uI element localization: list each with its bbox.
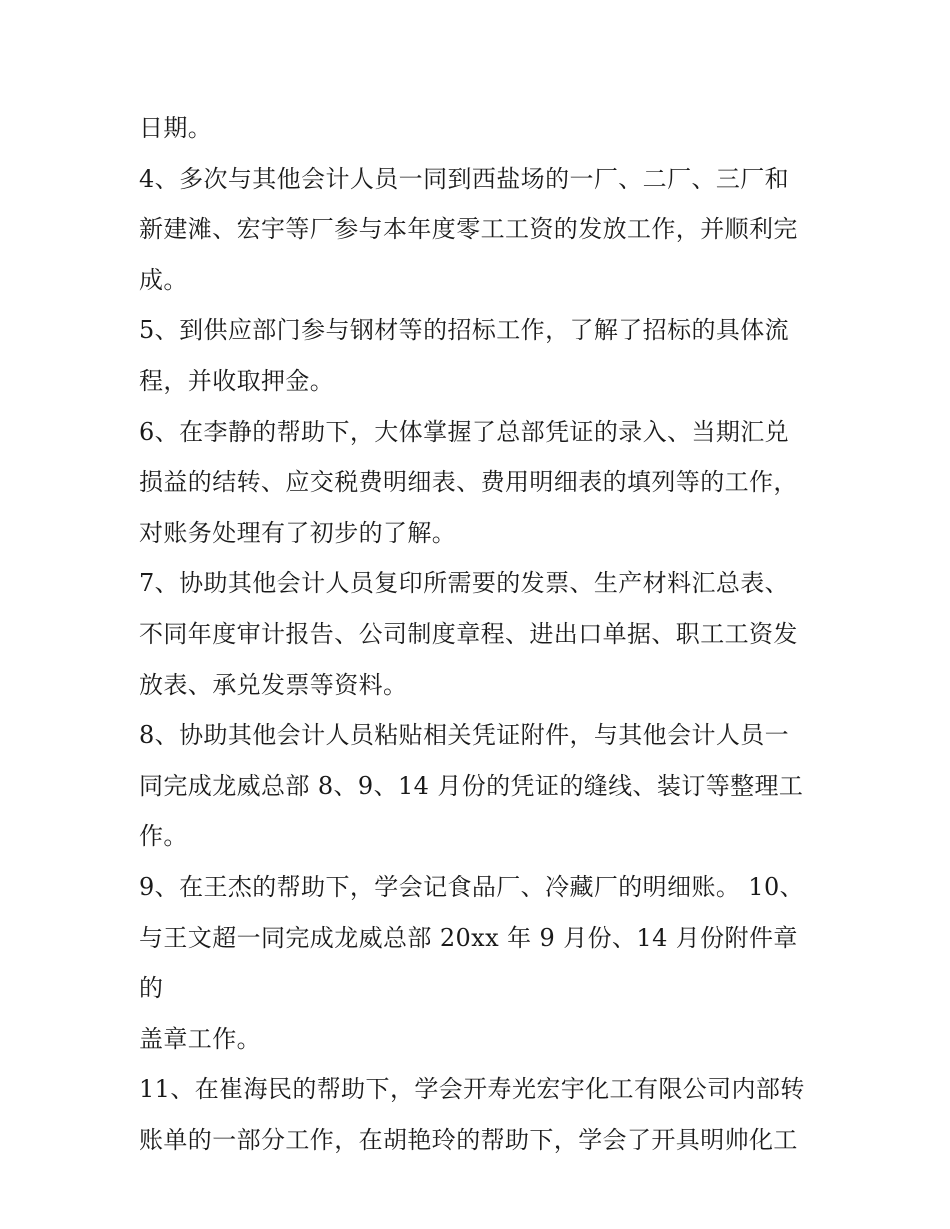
paragraph-item-5: 5、到供应部门参与钢材等的招标工作，了解了招标的具体流 程，并收取押金。	[139, 316, 790, 395]
paragraph-item-7: 7、协助其他会计人员复印所需要的发票、生产材料汇总表、 不同年度审计报告、公司制度章程、进出口单据、职工工资发 放表、承兑发票等资料。	[139, 569, 798, 699]
paragraph-item-4: 4、多次与其他会计人员一同到西盐场的一厂、二厂、三厂和 新建滩、宏宇等厂参与本年度零工工资的发放工作，并顺利完 成。	[139, 164, 798, 294]
paragraph-item-11: 11、在崔海民的帮助下，学会开寿光宏宇化工有限公司内部转 账单的一部分工作，在胡艳玲的帮助下，学会了开具明帅化工	[139, 1075, 805, 1154]
paragraph-item-6: 6、在李静的帮助下，大体掌握了总部凭证的录入、当期汇兑 损益的结转、应交税费明细表、费用明细表的填列等的工作， 对账务处理有了初步的了解。	[139, 417, 798, 547]
paragraph-item-8: 8、协助其他会计人员粘贴相关凭证附件，与其他会计人员一 同完成龙威总部 8、9、14 月份的凭证的缝线、装订等整理工 作。	[139, 721, 804, 851]
paragraph-item-9-10: 9、在王杰的帮助下，学会记食品厂、冷藏厂的明细账。 10、 与王文超一同完成龙威总部 20xx 年 9 月份、14 月份附件章的 盖章工作。	[139, 872, 805, 1053]
paragraph-date-end: 日期。	[139, 114, 213, 142]
document-page	[139, 103, 819, 1165]
